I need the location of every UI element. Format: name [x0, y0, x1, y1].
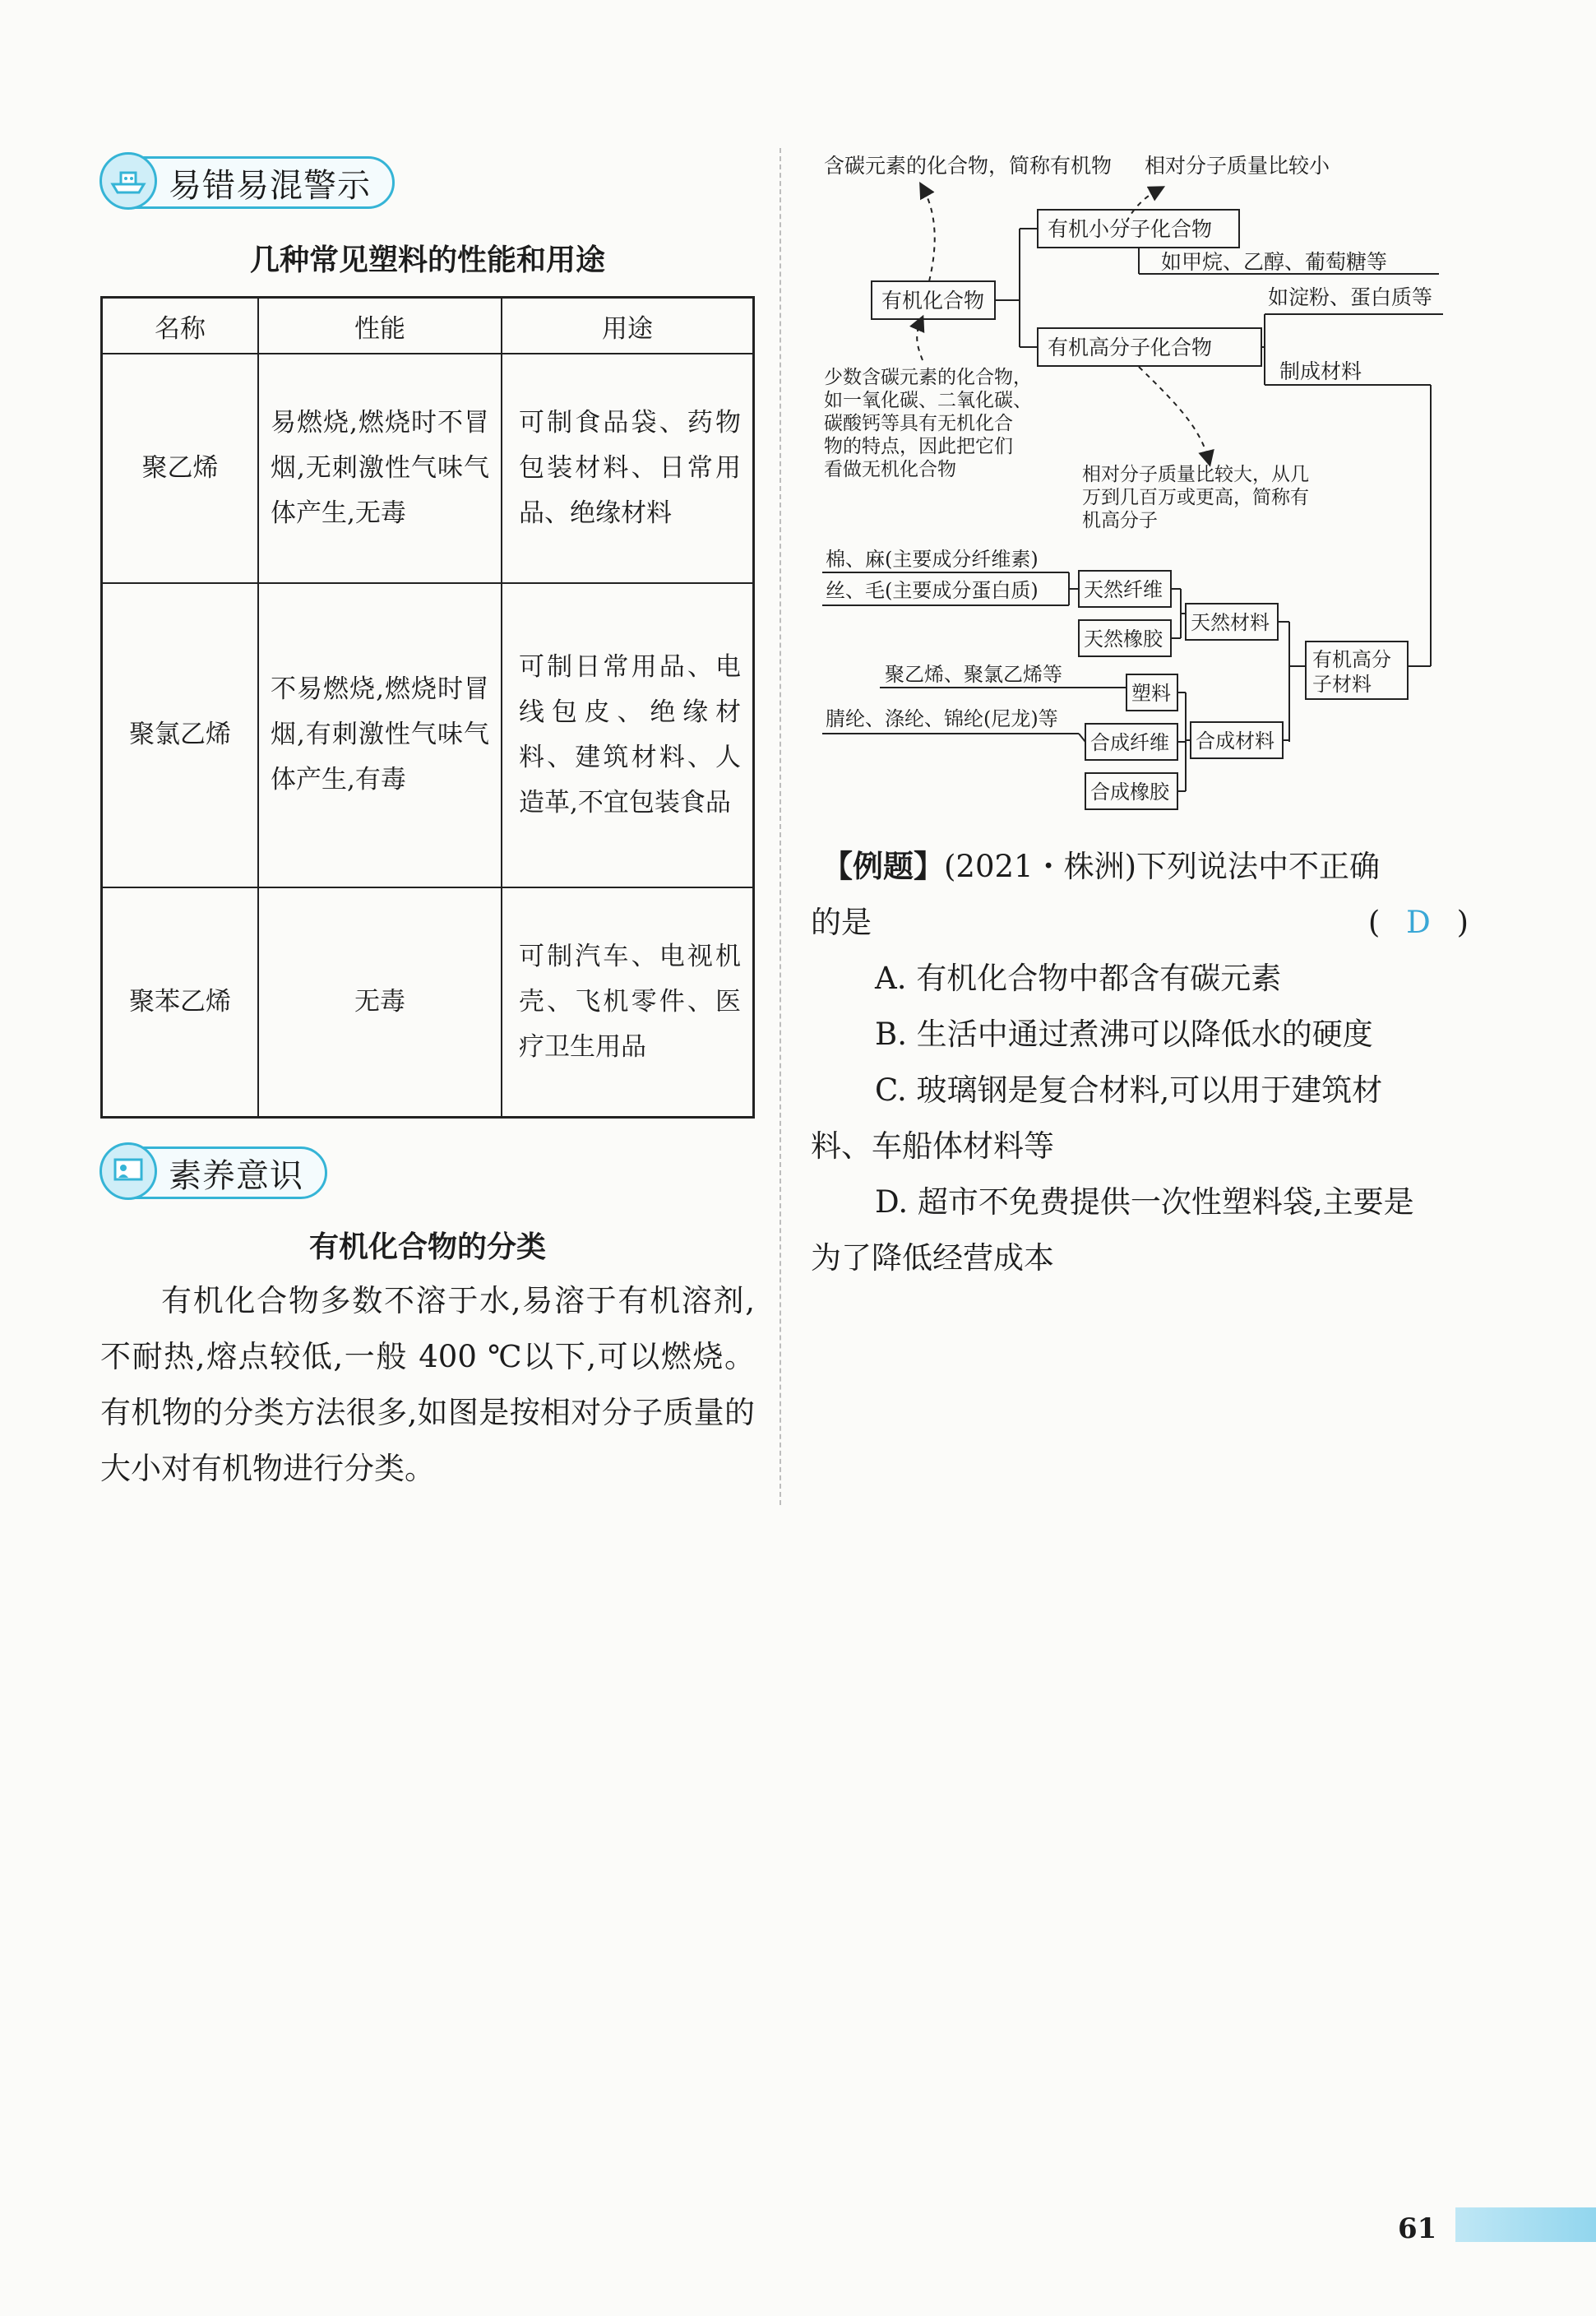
literacy-badge-label: 素养意识 [169, 1156, 303, 1195]
option-c: C. 玻璃钢是复合材料,可以用于建筑材 [875, 1072, 1383, 1108]
header-use: 用途 [502, 298, 754, 354]
label-small-molecule: 有机小分子化合物 [1048, 217, 1213, 241]
option-a: A. 有机化合物中都含有碳元素 [875, 961, 1282, 996]
example-question-line2 [811, 895, 1469, 951]
label-synthetic-fiber: 合成纤维 [1090, 731, 1169, 754]
row-use: 可制汽车、电视机壳、飞机零件、医疗卫生用品 [502, 887, 754, 1117]
boat-icon [99, 152, 157, 210]
answer-value: D [1406, 905, 1431, 940]
warning-badge-label: 易错易混警示 [169, 166, 371, 205]
table-row [102, 354, 754, 583]
row-name: 聚氯乙烯 [102, 583, 259, 887]
person-board-icon [99, 1142, 157, 1200]
option-d: D. 超市不免费提供一次性塑料袋,主要是 [875, 1184, 1414, 1220]
label-polymer-compound: 有机高分子化合物 [1048, 336, 1213, 359]
inorganic-note-line: 看做无机化合物 [824, 459, 956, 480]
polymer-note-line: 机高分子 [1082, 510, 1158, 531]
label-synthetic-material: 合成材料 [1196, 730, 1274, 753]
section-title: 有机化合物的分类 [308, 1230, 546, 1264]
classification-diagram [814, 140, 1472, 831]
label-made-into-material: 制成材料 [1279, 359, 1362, 383]
polymer-note-line: 相对分子质量比较大，从几 [1082, 464, 1309, 485]
literacy-badge [105, 1146, 327, 1199]
example-tag: 【例题】 [822, 849, 944, 884]
label-synthetic-rubber: 合成橡胶 [1090, 780, 1169, 804]
label-cotton-hemp: 棉、麻(主要成分纤维素) [826, 548, 1039, 571]
example-question [822, 839, 1472, 895]
warning-badge [105, 156, 395, 209]
answer-open: ( [1367, 905, 1381, 940]
label-natural-material: 天然材料 [1191, 611, 1270, 634]
plastics-table [100, 296, 755, 1119]
label-polymer-examples: 如淀粉、蛋白质等 [1268, 285, 1433, 309]
header-name: 名称 [102, 298, 259, 354]
page-number-bar [1455, 2207, 1596, 2242]
column-divider [779, 148, 781, 1505]
row-property: 不易燃烧,燃烧时冒烟,有刺激性气味气体产生,有毒 [258, 583, 502, 887]
row-property: 无毒 [258, 887, 502, 1117]
classification-paragraph: 有机化合物多数不溶于水,易溶于有机溶剂,不耐热,熔点较低,一般 400 ℃以下,可以燃烧。有机物的分类方法很多,如图是按相对分子质量的大小对有机物进行分类。 [100, 1283, 755, 1486]
label-natural-rubber: 天然橡胶 [1084, 628, 1163, 651]
example-question-end: 的是 [811, 905, 872, 940]
row-name: 聚苯乙烯 [102, 887, 259, 1117]
inorganic-note-line: 少数含碳元素的化合物， [824, 367, 1032, 388]
row-name: 聚乙烯 [102, 354, 259, 583]
row-use: 可制食品袋、药物包装材料、日常用品、绝缘材料 [502, 354, 754, 583]
label-silk-wool: 丝、毛(主要成分蛋白质) [826, 579, 1039, 602]
label-polymer-material: 子材料 [1312, 673, 1372, 696]
note-small-mass: 相对分子质量比较小 [1145, 154, 1330, 178]
label-plastic: 塑料 [1131, 682, 1171, 705]
row-use: 可制日常用品、电线包皮、绝缘材料、建筑材料、人造革,不宜包装食品 [502, 583, 754, 887]
table-header-row [102, 298, 754, 354]
arrow-polymer-down [1139, 367, 1209, 461]
page-number: 61 [1398, 2212, 1437, 2245]
option-c-continued: 料、车船体材料等 [811, 1128, 1054, 1164]
inorganic-note-line: 如一氧化碳、二氧化碳、 [824, 390, 1032, 411]
table-row [102, 887, 754, 1117]
label-pe-pvc: 聚乙烯、聚氯乙烯等 [885, 663, 1062, 686]
option-b: B. 生活中通过煮沸可以降低水的硬度 [875, 1017, 1373, 1052]
row-property: 易燃烧,燃烧时不冒烟,无刺激性气味气体产生,无毒 [258, 354, 502, 583]
label-synthetic-fiber-examples: 腈纶、涤纶、锦纶(尼龙)等 [826, 707, 1058, 730]
label-organic-compound: 有机化合物 [881, 289, 985, 313]
answer-slot [1368, 895, 1469, 951]
note-organic-definition: 含碳元素的化合物，简称有机物 [824, 154, 1113, 178]
inorganic-note-line: 物的特点，因此把它们 [824, 436, 1013, 457]
label-natural-fiber: 天然纤维 [1084, 578, 1163, 601]
example-source: (2021・株洲) [944, 849, 1137, 884]
header-property: 性能 [258, 298, 502, 354]
label-small-examples: 如甲烷、乙醇、葡萄糖等 [1161, 250, 1388, 274]
polymer-note-line: 万到几百万或更高，简称有 [1082, 487, 1309, 508]
label-polymer-material: 有机高分 [1312, 648, 1391, 671]
inorganic-note-line: 碳酸钙等具有无机化合 [824, 413, 1013, 434]
example-question-text: 下列说法中不正确 [1136, 849, 1381, 884]
table-row [102, 583, 754, 887]
answer-close: ) [1456, 905, 1469, 940]
table-title: 几种常见塑料的性能和用途 [249, 243, 605, 277]
option-d-continued: 为了降低经营成本 [811, 1240, 1054, 1276]
arrow-inorganic-up [917, 321, 923, 360]
arrow-organic-up [923, 188, 935, 281]
